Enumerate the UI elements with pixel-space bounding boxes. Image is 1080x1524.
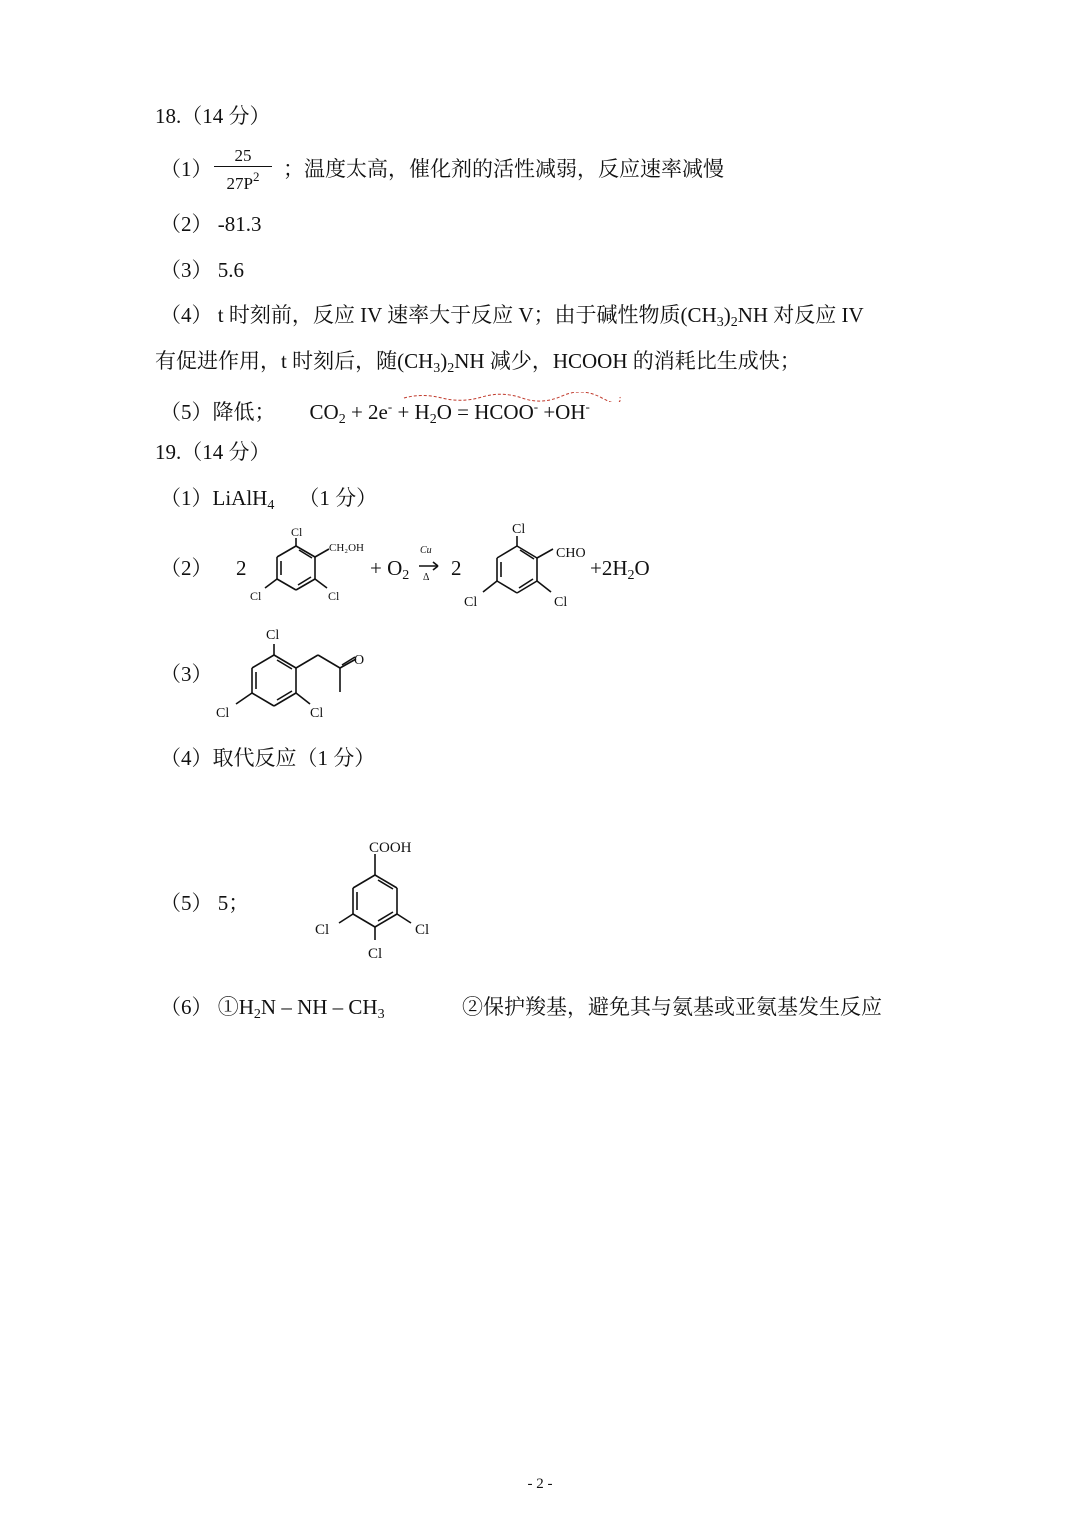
cl-label: Cl xyxy=(368,946,383,962)
q19-p6: （6） $①H_2N$ – NH – $CH_3$ xyxy=(160,995,385,1022)
q18-p1-text: ；温度太高，催化剂的活性减弱，反应速率减慢 xyxy=(283,157,724,181)
catalyst-label: Cu xyxy=(420,545,432,556)
red-pen-mark xyxy=(402,392,622,402)
cl-label: Cl xyxy=(266,628,280,643)
q19-p2-coef1: 2 xyxy=(236,556,247,580)
cl-label: Cl xyxy=(415,922,430,938)
q19-p2-plus-o2: + $O_2$ xyxy=(370,556,410,583)
heat-label: Δ xyxy=(423,572,430,583)
cho-label: CHO xyxy=(556,546,586,561)
cl-label: Cl xyxy=(464,595,478,610)
cl-label: Cl xyxy=(315,922,330,938)
q18-header: 18.（14 分） xyxy=(155,104,271,128)
cl-label: Cl xyxy=(291,525,303,539)
q18-p5: （5）降低； $CO_2 + 2e^- + H_2O$ = HCOO- +OH- xyxy=(160,399,590,427)
q18-p1-fraction xyxy=(214,146,272,194)
q19-p3-label: （3） xyxy=(160,662,213,686)
page-number: - 2 - xyxy=(527,1476,553,1492)
cl-label: Cl xyxy=(554,595,568,610)
ch2oh-label: CH₂OH xyxy=(329,542,365,554)
q19-p2-coef2: 2 xyxy=(451,556,462,580)
cl-label: Cl xyxy=(250,589,262,603)
q18-p4-line2: 有促进作用，t 时刻后，随$(CH_3)_2NH$ 减少，HCOOH 的消耗比生成快； xyxy=(155,349,801,376)
electrode-equation: $CO_2 + 2e^- + H_2O$ = HCOO- +OH- xyxy=(309,399,590,427)
q19-p2-water: $+2H_2O$ xyxy=(590,556,650,583)
q19-p6-text2: ②保护羧基，避免其与氨基或亚氨基发生反应 xyxy=(462,995,882,1019)
q18-p1-label: （1） xyxy=(160,157,213,181)
q19-p3-ketone-structure xyxy=(200,622,380,727)
q19-p2-label: （2） xyxy=(160,556,213,580)
q18-p3: （3） 5.6 xyxy=(160,258,244,282)
q19-header: 19.（14 分） xyxy=(155,440,271,464)
cl-label: Cl xyxy=(512,522,526,537)
q19-p5: （5） 5； xyxy=(160,891,250,915)
fraction-denominator: $27P^2$ xyxy=(226,169,260,193)
cooh-label: COOH xyxy=(369,840,412,856)
q19-p4: （4）取代反应（1 分） xyxy=(160,746,376,770)
oxygen-label: O xyxy=(354,653,365,668)
cl-label: Cl xyxy=(328,589,340,603)
fraction-numerator: 25 xyxy=(214,146,272,167)
cl-label: Cl xyxy=(310,706,324,721)
product-benzaldehyde-structure xyxy=(456,512,596,612)
q19-p1: （1）LiAlH$_4$ （1 分） xyxy=(160,486,378,513)
cl-label: Cl xyxy=(216,706,230,721)
reactant-benzyl-alcohol-structure xyxy=(240,520,380,610)
q18-p2: （2） -81.3 xyxy=(160,212,262,236)
q19-p5-benzoic-acid-structure xyxy=(305,830,445,970)
reaction-arrow xyxy=(418,542,448,582)
q18-p4-line1: （4） t 时刻前，反应 IV 速率大于反应 V；由于碱性物质$(CH_3)_2NH$ 对反应 IV xyxy=(160,303,864,330)
